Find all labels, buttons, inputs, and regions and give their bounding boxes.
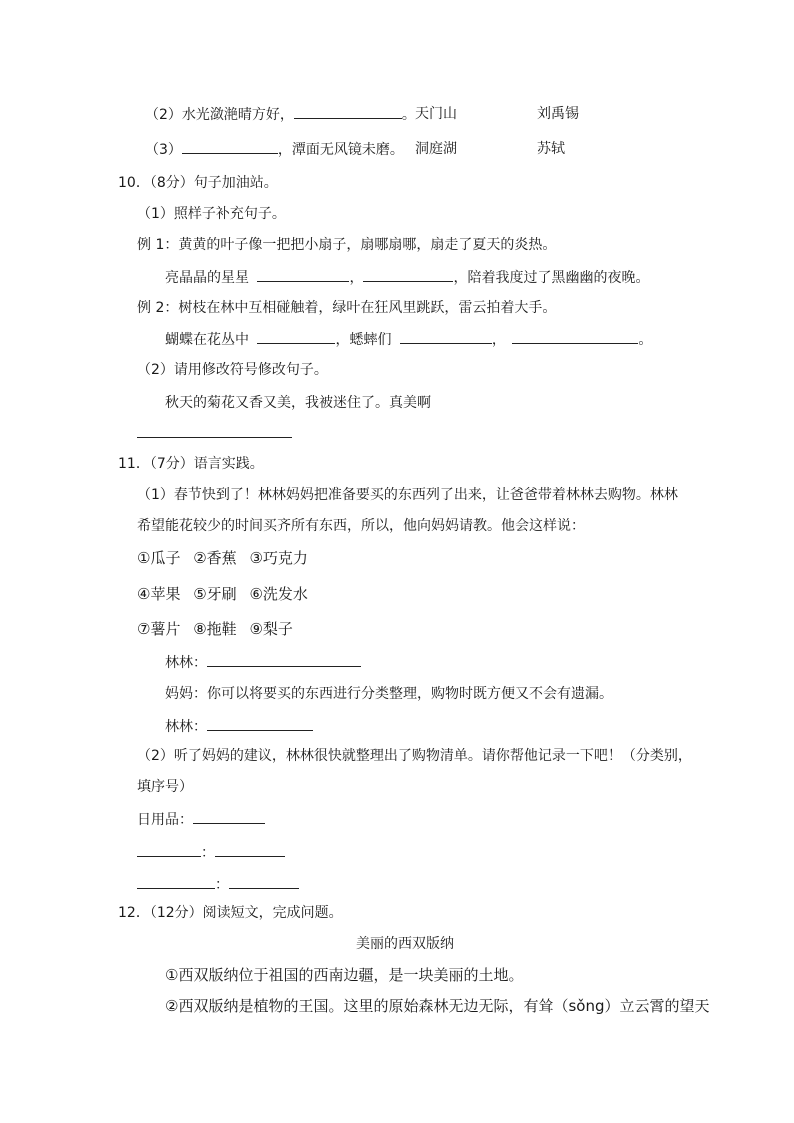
dialogue-linlin-2: 林林：	[165, 716, 313, 736]
option-text: 苏轼	[537, 141, 565, 157]
question-12-title: 12．（12分）阅读短文，完成问题。	[118, 905, 343, 921]
q11-part-2-line-2: 填序号）	[137, 779, 193, 795]
article-title: 美丽的西双版纳	[356, 936, 454, 952]
dialogue-linlin-1: 林林：	[165, 652, 361, 672]
answer-blank[interactable]	[257, 267, 349, 282]
answer-blank[interactable]	[294, 104, 402, 119]
question-11-title: 11．（7分）语言实践。	[118, 456, 264, 472]
list-item: ②香蕉	[193, 549, 237, 567]
q10-part-2: （2）请用修改符号修改句子。	[137, 362, 328, 378]
list-item: ⑥洗发水	[249, 585, 308, 603]
answer-blank[interactable]	[400, 329, 492, 344]
answer-blank[interactable]	[137, 842, 201, 857]
answer-blank[interactable]	[512, 329, 638, 344]
article-paragraph-2: ②西双版纳是植物的王国。这里的原始森林无边无际，有耸（sǒng）立云霄的望天	[165, 997, 710, 1015]
list-item: ⑦薯片	[137, 620, 181, 638]
category-row-3: ：	[137, 874, 299, 894]
q11-part-1-line-1: （1）春节快到了！林林妈妈把准备要买的东西列了出来，让爸爸带着林林去购物。林林	[137, 487, 678, 503]
category-daily-goods: 日用品：	[137, 809, 265, 829]
list-item: ③巧克力	[249, 549, 308, 567]
q9-line-3: （3） ，潭面无风镜未磨。	[145, 139, 404, 159]
q11-part-2-line-1: （2）听了妈妈的建议，林林很快就整理出了购物清单。请你帮他记录一下吧！（分类别，	[137, 748, 692, 764]
sentence-to-revise: 秋天的菊花又香又美，我被迷住了。真美啊	[165, 395, 431, 411]
example-2-fill: 蝴蝶在花丛中 ，蟋蟀们 ， 。	[165, 329, 652, 349]
answer-blank[interactable]	[257, 329, 335, 344]
list-item: ⑧拖鞋	[193, 620, 237, 638]
list-item: ①瓜子	[137, 549, 181, 567]
example-1: 例 1：黄黄的叶子像一把把小扇子，扇哪扇哪，扇走了夏天的炎热。	[137, 237, 557, 253]
answer-line[interactable]	[137, 437, 292, 438]
q10-part-1: （1）照样子补充句子。	[137, 206, 286, 222]
option-text: 洞庭湖	[415, 141, 457, 157]
example-2: 例 2：树枝在林中互相碰触着，绿叶在狂风里跳跃，雷云拍着大手。	[137, 300, 557, 316]
list-item: ④苹果	[137, 585, 181, 603]
option-text: 刘禹锡	[537, 106, 579, 122]
example-1-fill: 亮晶晶的星星 ， ，陪着我度过了黑幽幽的夜晚。	[165, 267, 649, 287]
category-row-2: ：	[137, 842, 285, 862]
item-row-1	[137, 548, 308, 568]
article-paragraph-1: ①西双版纳位于祖国的西南边疆，是一块美丽的土地。	[165, 966, 524, 984]
answer-blank[interactable]	[363, 267, 453, 282]
item-row-2	[137, 584, 308, 604]
answer-blank[interactable]	[182, 139, 278, 154]
dialogue-mama: 妈妈：你可以将要买的东西进行分类整理，购物时既方便又不会有遗漏。	[165, 686, 613, 702]
answer-blank[interactable]	[207, 716, 313, 731]
answer-blank[interactable]	[229, 874, 299, 889]
question-10-title: 10．（8分）句子加油站。	[118, 175, 278, 191]
list-item: ⑤牙刷	[193, 585, 237, 603]
list-item: ⑨梨子	[249, 620, 293, 638]
answer-blank[interactable]	[207, 652, 361, 667]
option-text: 天门山	[415, 106, 457, 122]
q9-line-2: （2）水光潋滟晴方好， 。	[145, 104, 416, 124]
answer-blank[interactable]	[215, 842, 285, 857]
answer-blank[interactable]	[193, 809, 265, 824]
q11-part-1-line-2: 希望能花较少的时间买齐所有东西，所以，他向妈妈请教。他会这样说：	[137, 518, 585, 534]
answer-blank[interactable]	[137, 874, 215, 889]
item-row-3	[137, 619, 293, 639]
